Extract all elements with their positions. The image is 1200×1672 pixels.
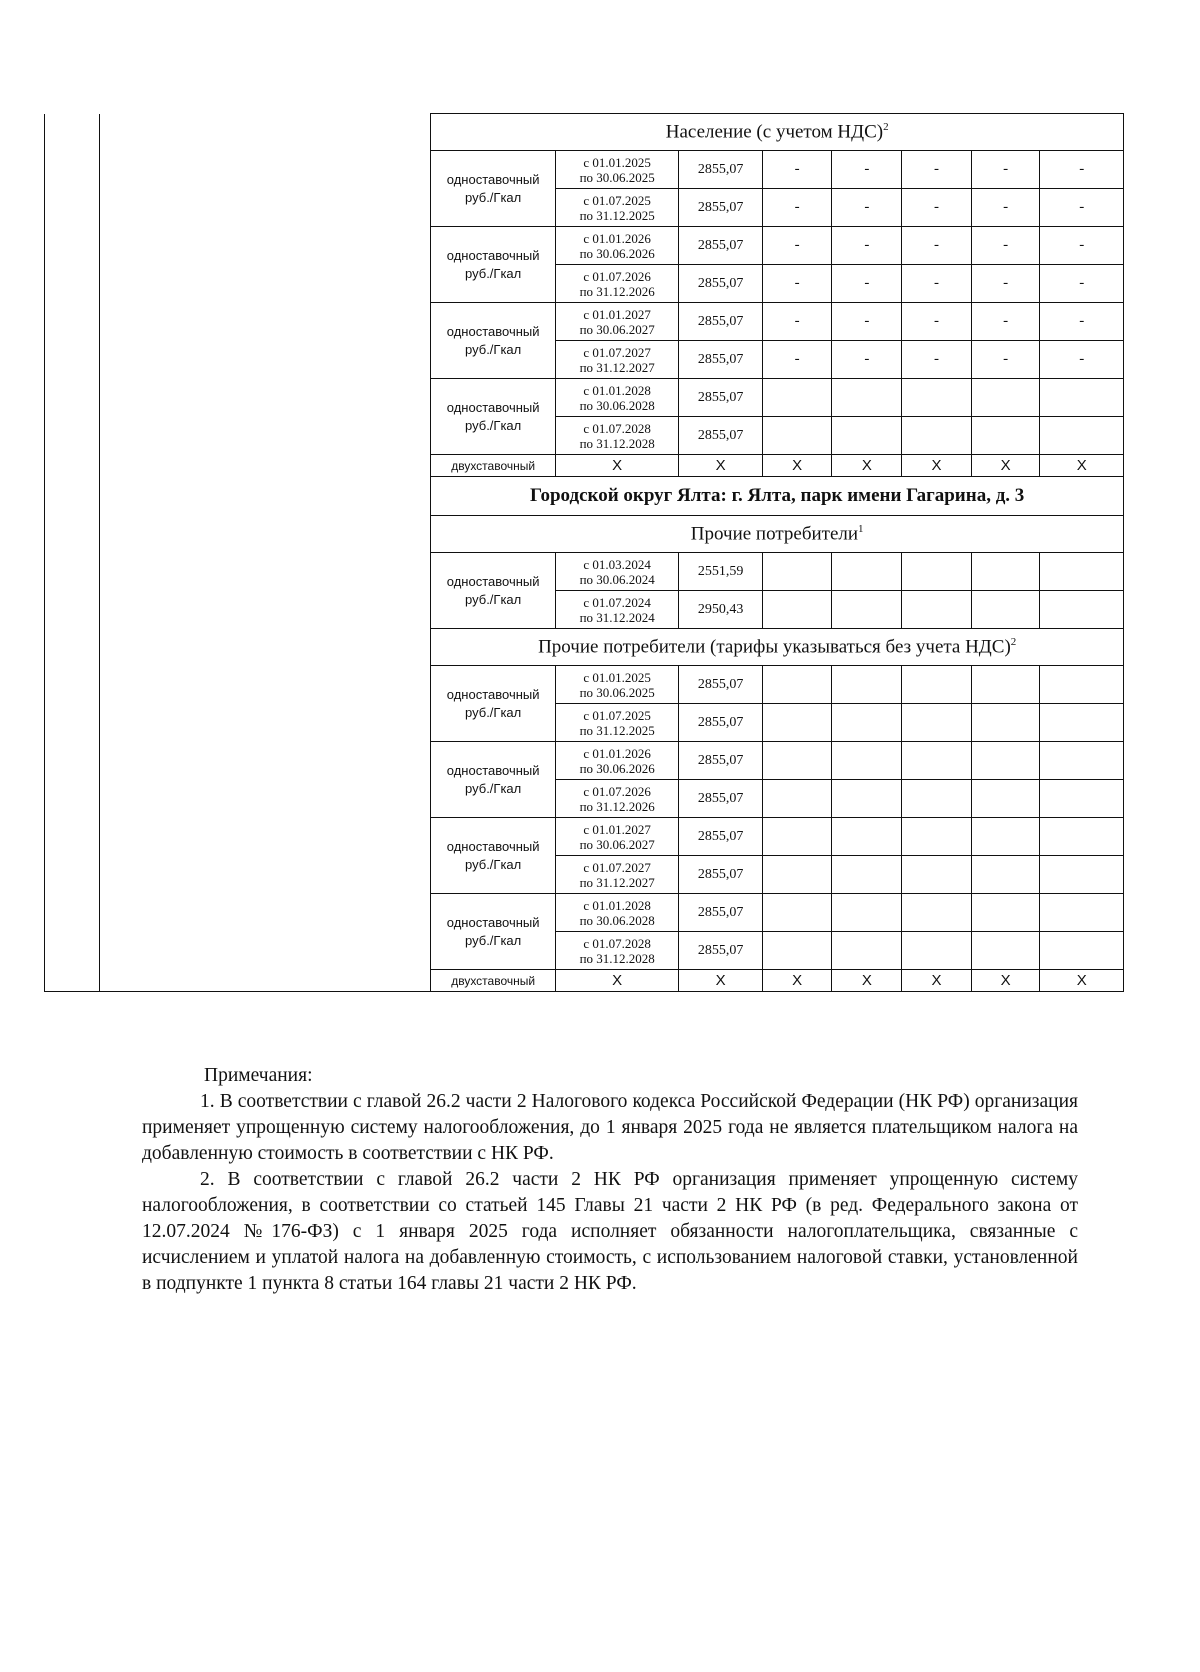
empty-cell bbox=[902, 379, 972, 417]
rate-unit-label: руб./Гкал bbox=[465, 265, 522, 281]
empty-cell bbox=[971, 932, 1040, 970]
period-to: по 31.12.2024 bbox=[579, 609, 655, 625]
price-cell: 2855,07 bbox=[679, 818, 762, 856]
empty-cell bbox=[971, 856, 1040, 894]
empty-cell bbox=[902, 856, 972, 894]
price-cell: 2855,07 bbox=[679, 189, 762, 227]
empty-cell bbox=[1040, 553, 1124, 591]
empty-cell bbox=[762, 742, 832, 780]
empty-cell bbox=[971, 894, 1040, 932]
empty-cell bbox=[762, 666, 832, 704]
empty-cell bbox=[1040, 932, 1124, 970]
dash-cell: - bbox=[971, 303, 1040, 341]
empty-cell bbox=[762, 379, 832, 417]
period-from: с 01.01.2026 bbox=[583, 230, 651, 246]
period-from: с 01.01.2026 bbox=[583, 745, 651, 761]
period-from: с 01.01.2027 bbox=[583, 821, 651, 837]
period-cell bbox=[555, 341, 679, 379]
rate-type-cell bbox=[431, 227, 556, 303]
dash-cell: - bbox=[902, 265, 972, 303]
period-to: по 30.06.2026 bbox=[579, 760, 655, 776]
empty-cell bbox=[971, 666, 1040, 704]
rate-type-cell bbox=[431, 379, 556, 455]
empty-cell bbox=[971, 780, 1040, 818]
empty-cell bbox=[762, 704, 832, 742]
rate-type-label: одноставочный bbox=[446, 686, 540, 702]
period-to: по 31.12.2028 bbox=[579, 950, 655, 966]
period-cell bbox=[555, 894, 679, 932]
period-to: по 30.06.2026 bbox=[579, 245, 655, 261]
section-population-footnote-ref: 2 bbox=[883, 120, 889, 133]
price-cell: 2950,43 bbox=[679, 591, 762, 629]
period-cell bbox=[555, 591, 679, 629]
blank-number-column bbox=[45, 114, 100, 992]
section-other-consumers-novat-text: Прочие потребители (тарифы указываться без учета НДС) bbox=[538, 636, 1011, 658]
rate-type-label: одноставочный bbox=[446, 399, 540, 415]
empty-cell bbox=[971, 818, 1040, 856]
empty-cell bbox=[762, 932, 832, 970]
dash-cell: - bbox=[832, 189, 902, 227]
empty-cell bbox=[971, 704, 1040, 742]
x-mark-cell: X bbox=[1040, 455, 1124, 477]
period-cell bbox=[555, 379, 679, 417]
dash-cell: - bbox=[832, 151, 902, 189]
period-cell bbox=[555, 742, 679, 780]
empty-cell bbox=[832, 591, 902, 629]
section-other-consumers-novat bbox=[431, 629, 1124, 666]
x-mark-cell: X bbox=[971, 970, 1040, 992]
x-mark-cell: X bbox=[832, 455, 902, 477]
empty-cell bbox=[1040, 417, 1124, 455]
empty-cell bbox=[1040, 818, 1124, 856]
rate-type-cell bbox=[431, 303, 556, 379]
empty-cell bbox=[832, 742, 902, 780]
x-mark-cell: X bbox=[555, 455, 679, 477]
dash-cell: - bbox=[832, 227, 902, 265]
rate-type-label: одноставочный bbox=[446, 171, 540, 187]
period-to: по 31.12.2027 bbox=[579, 874, 655, 890]
period-to: по 30.06.2024 bbox=[579, 571, 655, 587]
empty-cell bbox=[1040, 591, 1124, 629]
x-mark-cell: X bbox=[832, 970, 902, 992]
dash-cell: - bbox=[1040, 227, 1124, 265]
price-cell: 2855,07 bbox=[679, 704, 762, 742]
x-mark-cell: X bbox=[762, 970, 832, 992]
price-cell: 2855,07 bbox=[679, 856, 762, 894]
period-from: с 01.07.2027 bbox=[583, 859, 651, 875]
section-other-consumers-footnote-ref: 1 bbox=[858, 522, 864, 535]
period-to: по 30.06.2027 bbox=[579, 836, 655, 852]
empty-cell bbox=[1040, 379, 1124, 417]
period-from: с 01.03.2024 bbox=[583, 556, 651, 572]
dash-cell: - bbox=[971, 189, 1040, 227]
rate-unit-label: руб./Гкал bbox=[465, 591, 522, 607]
period-from: с 01.07.2024 bbox=[583, 594, 651, 610]
rate-unit-label: руб./Гкал bbox=[465, 856, 522, 872]
section-location-text: Городской округ Ялта: г. Ялта, парк имени Гагарина, д. 3 bbox=[530, 485, 1025, 506]
period-cell bbox=[555, 856, 679, 894]
dash-cell: - bbox=[902, 341, 972, 379]
x-mark-cell: X bbox=[679, 970, 762, 992]
dash-cell: - bbox=[762, 303, 832, 341]
empty-cell bbox=[1040, 666, 1124, 704]
rate-type-label: одноставочный bbox=[446, 247, 540, 263]
empty-cell bbox=[902, 780, 972, 818]
section-population-text: Население (с учетом НДС) bbox=[665, 121, 884, 143]
rate-type-cell bbox=[431, 666, 556, 742]
period-from: с 01.01.2027 bbox=[583, 306, 651, 322]
dash-cell: - bbox=[762, 151, 832, 189]
dash-cell: - bbox=[762, 189, 832, 227]
dash-cell: - bbox=[902, 189, 972, 227]
rate-type-cell bbox=[431, 742, 556, 818]
empty-cell bbox=[832, 666, 902, 704]
rate-unit-label: руб./Гкал bbox=[465, 704, 522, 720]
empty-cell bbox=[1040, 780, 1124, 818]
dash-cell: - bbox=[762, 227, 832, 265]
notes-section bbox=[142, 1063, 1078, 1297]
rate-type-label: одноставочный bbox=[446, 838, 540, 854]
empty-cell bbox=[832, 856, 902, 894]
price-cell: 2855,07 bbox=[679, 894, 762, 932]
period-to: по 31.12.2026 bbox=[579, 283, 655, 299]
dash-cell: - bbox=[832, 265, 902, 303]
rate-type-label: одноставочный bbox=[446, 914, 540, 930]
empty-cell bbox=[902, 742, 972, 780]
section-location bbox=[431, 477, 1124, 516]
price-cell: 2855,07 bbox=[679, 151, 762, 189]
empty-cell bbox=[832, 704, 902, 742]
empty-cell bbox=[1040, 856, 1124, 894]
rate-unit-label: руб./Гкал bbox=[465, 780, 522, 796]
dash-cell: - bbox=[1040, 265, 1124, 303]
empty-cell bbox=[971, 417, 1040, 455]
x-mark-cell: X bbox=[971, 455, 1040, 477]
empty-cell bbox=[902, 818, 972, 856]
dash-cell: - bbox=[971, 265, 1040, 303]
empty-cell bbox=[1040, 704, 1124, 742]
period-to: по 30.06.2025 bbox=[579, 169, 655, 185]
empty-cell bbox=[832, 894, 902, 932]
empty-cell bbox=[832, 553, 902, 591]
dash-cell: - bbox=[1040, 303, 1124, 341]
rate-type-label: одноставочный bbox=[446, 323, 540, 339]
period-to: по 31.12.2025 bbox=[579, 207, 655, 223]
period-cell bbox=[555, 932, 679, 970]
rate-type-cell bbox=[431, 818, 556, 894]
period-cell bbox=[555, 265, 679, 303]
section-other-consumers bbox=[431, 516, 1124, 553]
period-to: по 31.12.2028 bbox=[579, 435, 655, 451]
empty-cell bbox=[832, 780, 902, 818]
period-from: с 01.07.2026 bbox=[583, 268, 651, 284]
period-to: по 30.06.2028 bbox=[579, 397, 655, 413]
period-to: по 31.12.2027 bbox=[579, 359, 655, 375]
empty-cell bbox=[971, 591, 1040, 629]
rate-unit-label: руб./Гкал bbox=[465, 341, 522, 357]
price-cell: 2551,59 bbox=[679, 553, 762, 591]
period-from: с 01.07.2026 bbox=[583, 783, 651, 799]
empty-cell bbox=[762, 856, 832, 894]
period-to: по 31.12.2026 bbox=[579, 798, 655, 814]
empty-cell bbox=[902, 553, 972, 591]
empty-cell bbox=[832, 932, 902, 970]
dash-cell: - bbox=[832, 341, 902, 379]
dash-cell: - bbox=[971, 227, 1040, 265]
empty-cell bbox=[762, 417, 832, 455]
period-cell bbox=[555, 818, 679, 856]
note-2: 2. В соответствии с главой 26.2 части 2 НК РФ организация применяет упрощенную систему налогообложения, в соответствии со статьей 145 Главы 21 части 2 НК РФ (в ред. Федерального закона от 12.07.2024 №176-ФЗ) с 1 января 2025 года исполняет обязанности налогоплательщика, связанные с исчислением и уплатой налога на добавленную стоимость, с использованием налоговой ставки, установленной в подпункте 1 пункта 8 статьи 164 главы 21 части 2 НК РФ. bbox=[142, 1169, 1078, 1294]
period-from: с 01.01.2028 bbox=[583, 897, 651, 913]
price-cell: 2855,07 bbox=[679, 780, 762, 818]
period-to: по 30.06.2025 bbox=[579, 684, 655, 700]
empty-cell bbox=[902, 417, 972, 455]
empty-cell bbox=[762, 591, 832, 629]
period-cell bbox=[555, 189, 679, 227]
blank-name-column bbox=[99, 114, 430, 992]
price-cell: 2855,07 bbox=[679, 742, 762, 780]
period-from: с 01.07.2028 bbox=[583, 935, 651, 951]
x-mark-cell: X bbox=[555, 970, 679, 992]
notes-title: Примечания: bbox=[204, 1065, 313, 1086]
two-part-label: двухставочный bbox=[431, 970, 556, 992]
period-from: с 01.07.2027 bbox=[583, 344, 651, 360]
price-cell: 2855,07 bbox=[679, 303, 762, 341]
empty-cell bbox=[902, 591, 972, 629]
period-to: по 30.06.2028 bbox=[579, 912, 655, 928]
dash-cell: - bbox=[762, 341, 832, 379]
tariff-table bbox=[44, 113, 1124, 992]
empty-cell bbox=[832, 417, 902, 455]
note-1: 1. В соответствии с главой 26.2 части 2 Налогового кодекса Российской Федерации (НК РФ) организация применяет упрощенную систему налогообложения, до 1 января 2025 года не является плательщиком налога на добавленную стоимость в соответствии с НК РФ. bbox=[142, 1091, 1078, 1164]
price-cell: 2855,07 bbox=[679, 666, 762, 704]
dash-cell: - bbox=[902, 151, 972, 189]
dash-cell: - bbox=[762, 265, 832, 303]
period-from: с 01.07.2025 bbox=[583, 707, 651, 723]
section-population bbox=[431, 114, 1124, 151]
price-cell: 2855,07 bbox=[679, 379, 762, 417]
section-other-consumers-text: Прочие потребители bbox=[690, 523, 859, 545]
section-other-consumers-novat-footnote-ref: 2 bbox=[1010, 635, 1017, 648]
dash-cell: - bbox=[832, 303, 902, 341]
period-cell bbox=[555, 553, 679, 591]
x-mark-cell: X bbox=[762, 455, 832, 477]
x-mark-cell: X bbox=[679, 455, 762, 477]
empty-cell bbox=[1040, 894, 1124, 932]
dash-cell: - bbox=[971, 341, 1040, 379]
period-from: с 01.01.2025 bbox=[583, 669, 651, 685]
period-cell bbox=[555, 303, 679, 341]
empty-cell bbox=[762, 780, 832, 818]
period-cell bbox=[555, 227, 679, 265]
dash-cell: - bbox=[1040, 151, 1124, 189]
period-to: по 31.12.2025 bbox=[579, 722, 655, 738]
empty-cell bbox=[762, 818, 832, 856]
rate-type-cell bbox=[431, 894, 556, 970]
rate-type-label: одноставочный bbox=[446, 762, 540, 778]
rate-unit-label: руб./Гкал bbox=[465, 417, 522, 433]
period-from: с 01.01.2028 bbox=[583, 382, 651, 398]
empty-cell bbox=[902, 704, 972, 742]
rate-type-cell bbox=[431, 151, 556, 227]
period-cell bbox=[555, 151, 679, 189]
two-part-label: двухставочный bbox=[431, 455, 556, 477]
period-cell bbox=[555, 704, 679, 742]
dash-cell: - bbox=[971, 151, 1040, 189]
x-mark-cell: X bbox=[902, 455, 972, 477]
rate-type-label: одноставочный bbox=[446, 573, 540, 589]
period-to: по 30.06.2027 bbox=[579, 321, 655, 337]
dash-cell: - bbox=[902, 303, 972, 341]
empty-cell bbox=[971, 742, 1040, 780]
dash-cell: - bbox=[1040, 189, 1124, 227]
empty-cell bbox=[762, 553, 832, 591]
rate-unit-label: руб./Гкал bbox=[465, 189, 522, 205]
empty-cell bbox=[902, 932, 972, 970]
price-cell: 2855,07 bbox=[679, 227, 762, 265]
rate-unit-label: руб./Гкал bbox=[465, 932, 522, 948]
empty-cell bbox=[832, 818, 902, 856]
period-from: с 01.01.2025 bbox=[583, 154, 651, 170]
x-mark-cell: X bbox=[902, 970, 972, 992]
price-cell: 2855,07 bbox=[679, 341, 762, 379]
price-cell: 2855,07 bbox=[679, 265, 762, 303]
price-cell: 2855,07 bbox=[679, 417, 762, 455]
empty-cell bbox=[832, 379, 902, 417]
dash-cell: - bbox=[1040, 341, 1124, 379]
period-from: с 01.07.2028 bbox=[583, 420, 651, 436]
empty-cell bbox=[971, 379, 1040, 417]
period-from: с 01.07.2025 bbox=[583, 192, 651, 208]
empty-cell bbox=[971, 553, 1040, 591]
empty-cell bbox=[762, 894, 832, 932]
period-cell bbox=[555, 780, 679, 818]
x-mark-cell: X bbox=[1040, 970, 1124, 992]
dash-cell: - bbox=[902, 227, 972, 265]
rate-type-cell bbox=[431, 553, 556, 629]
period-cell bbox=[555, 666, 679, 704]
empty-cell bbox=[902, 666, 972, 704]
empty-cell bbox=[902, 894, 972, 932]
period-cell bbox=[555, 417, 679, 455]
price-cell: 2855,07 bbox=[679, 932, 762, 970]
empty-cell bbox=[1040, 742, 1124, 780]
